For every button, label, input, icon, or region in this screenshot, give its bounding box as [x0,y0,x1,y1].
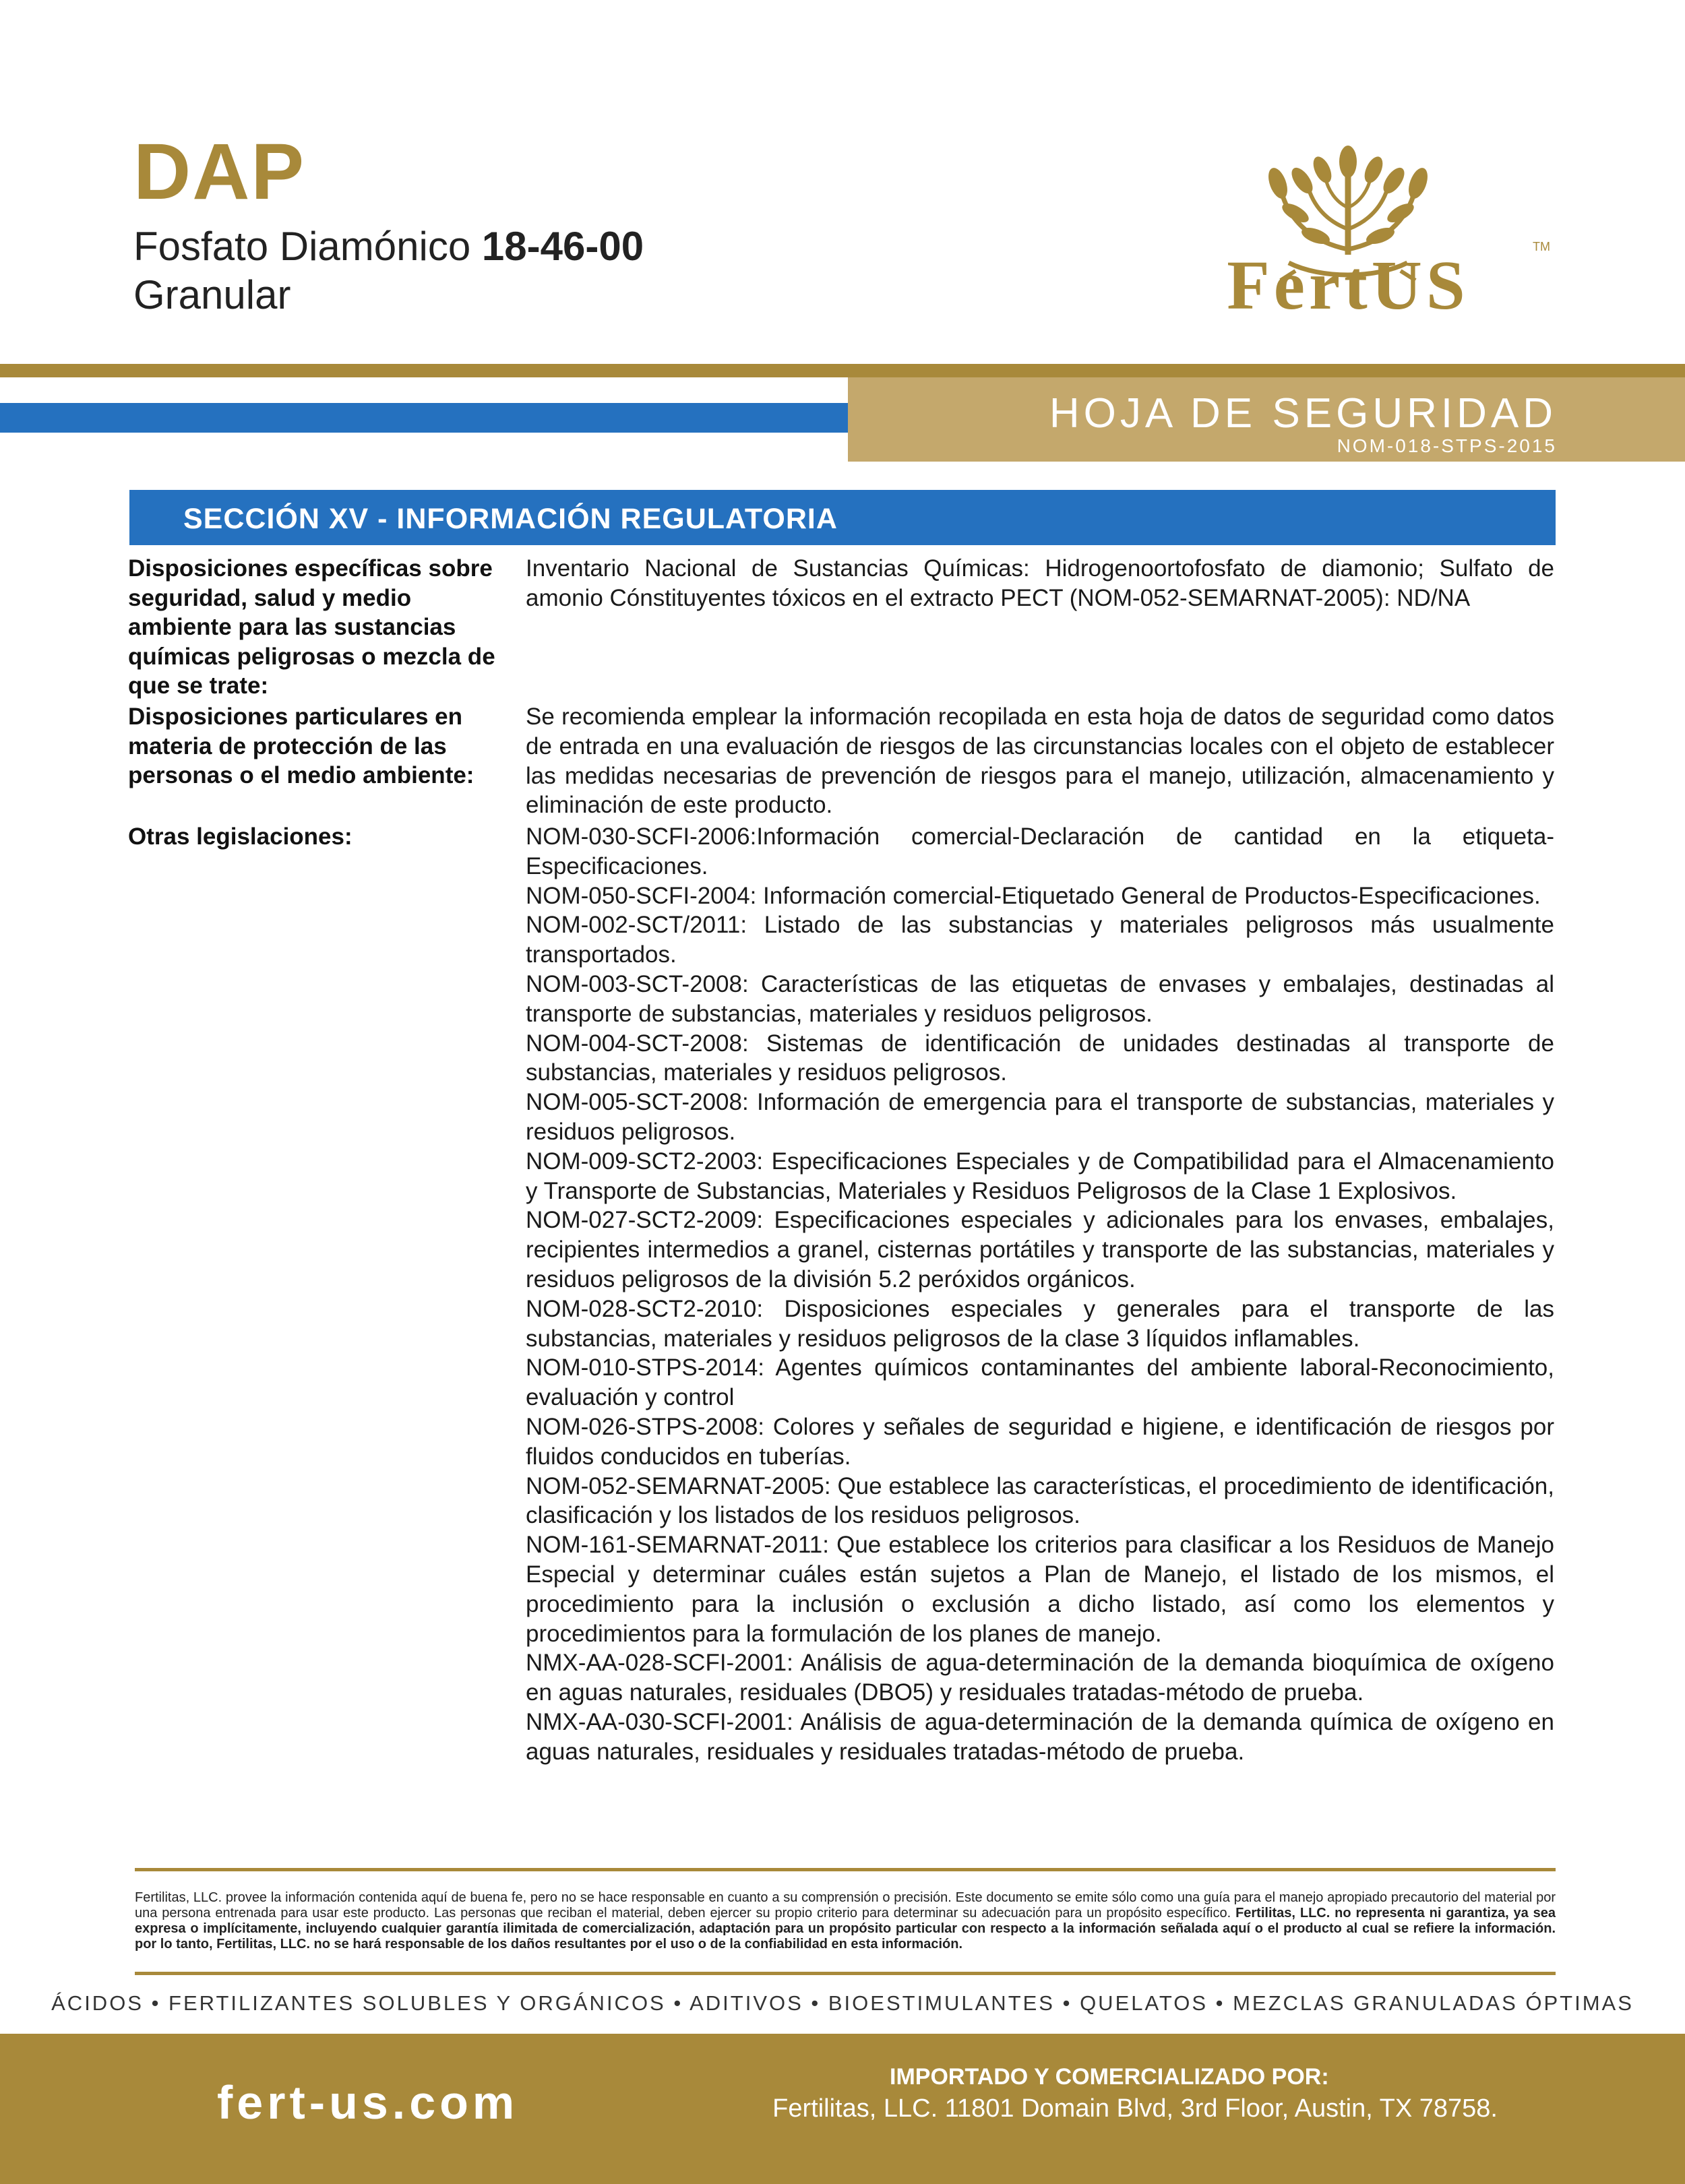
row-label-particular-provisions: Disposiciones particulares en materia de protección de las personas o el medio ambiente: [128,704,474,789]
legislation-item: NOM-161-SEMARNAT-2011: Que establece los criterios para clasificar a los Residuos de Manejo Especial y determinar cuáles están sujetos a Plan de Manejo, el listado de los mismos, el procedimiento para la inclusión o exclusión a dicho listado, así como los elementos y procedimientos para la formulación de los planes de manejo. [526,1532,1554,1647]
disclaimer-text: Fertilitas, LLC. provee la información contenida aquí de buena fe, pero no se hace responsable en cuanto a su comprensión o precisión. Este documento se emite sólo como una guía para el manejo apropiado precautorio del material por una persona entrenada para usar este producto. Las personas que reciban el material, deben ejercer su propio criterio para determinar su adecuación para un propósito específico. [135,1890,1556,1921]
legislation-item: NOM-002-SCT/2011: Listado de las substancias y materiales peligrosos más usualmente transportados. [526,912,1554,968]
row-text-specific-provisions [526,554,1554,613]
legislation-item: NOM-026-STPS-2008: Colores y señales de seguridad e higiene, e identificación de riesgos por fluidos conducidos en tuberías. [526,1413,1554,1470]
row-text-other-legislation [526,822,1554,1767]
brand-name: FertUS [1227,247,1469,323]
footer-bottom-rule [135,1972,1556,1975]
product-grade: 18-46-00 [481,224,644,269]
legislation-item: NOM-010-STPS-2014: Agentes químicos contaminantes del ambiente laboral-Reconocimiento, evaluación y control [526,1354,1554,1411]
product-categories: ÁCIDOS • FERTILIZANTES SOLUBLES Y ORGÁNICOS • ADITIVOS • BIOESTIMULANTES • QUELATOS • MEZCLAS GRANULADAS ÓPTIMAS [51,1991,1634,2015]
header-gold-divider [0,364,1685,377]
row-paragraph: Se recomienda emplear la información recopilada en esta hoja de datos de seguridad como datos de entrada en una evaluación de riesgos de las circunstancias locales con el objeto de establecer las medidas necesarias de prevención de riesgos para el manejo, utilización, almacenamiento y eliminación de este producto. [526,704,1554,819]
legislation-item: NOM-027-SCT2-2009: Especificaciones especiales y adicionales para los envases, embalajes, recipientes intermedios a granel, cisternas portátiles y transporte de las substancias, materiales y residuos peligrosos de la división 5.2 peróxidos orgánicos. [526,1207,1554,1292]
disclaimer [135,1890,1556,1952]
row-label-specific-provisions: Disposiciones específicas sobre seguridad, salud y medio ambiente para las sustancias químicas peligrosas o mezcla de que se trate: [128,555,495,699]
product-name: DAP [133,127,306,216]
section-title: SECCIÓN XV - INFORMACIÓN REGULATORIA [183,503,838,535]
product-subtitle [133,222,644,319]
header-blue-bar [0,403,848,433]
legislation-item: NOM-004-SCT-2008: Sistemas de identificación de unidades destinadas al transporte de substancias, materiales y residuos peligrosos. [526,1030,1554,1086]
row-label-other-legislation: Otras legislaciones: [128,823,353,850]
legislation-item: NOM-003-SCT-2008: Características de las etiquetas de envases y embalajes, destinadas al transporte de substancias, materiales y residuos peligrosos. [526,970,1554,1027]
disclaimer-bold-text: Fertilitas, LLC. no representa ni garantiza, ya sea expresa o implícitamente, incluyendo cualquier garantía ilimitada de comercialización, adaptación para un propósito particular con respecto a la información señalada aquí o el producto al cual se refiere la información. por lo tanto, Fertilitas, LLC. no se hará responsable de los daños resultantes por el uso o de la confiabilidad en esta información. [135,1906,1556,1952]
website-link[interactable]: fert-us.com [217,2076,519,2129]
fertus-logo [1146,94,1550,323]
legislation-item: NOM-030-SCFI-2006:Información comercial-Declaración de cantidad en la etiqueta-Especificaciones. [526,823,1554,879]
importer-title: IMPORTADO Y COMERCIALIZADO POR: [890,2064,1329,2090]
legislation-item: NOM-005-SCT-2008: Información de emergencia para el transporte de substancias, materiales y residuos peligrosos. [526,1089,1554,1145]
importer-address: Fertilitas, LLC. 11801 Domain Blvd, 3rd Floor, Austin, TX 78758. [772,2094,1498,2123]
product-chemical-name: Fosfato Diamónico [133,224,471,269]
legislation-item: NOM-028-SCT2-2010: Disposiciones especiales y generales para el transporte de las substancias, materiales y residuos peligrosos de la clase 3 líquidos inflamables. [526,1295,1554,1352]
row-text-particular-provisions [526,702,1554,820]
footer-top-rule [135,1868,1556,1871]
trademark-mark: TM [1533,240,1550,253]
document-norm: NOM-018-STPS-2015 [1337,435,1557,456]
row-paragraph: Inventario Nacional de Sustancias Químicas: Hidrogenoortofosfato de diamonio; Sulfato de amonio Cónstituyentes tóxicos en el extracto PECT (NOM-052-SEMARNAT-2005): ND/NA [526,555,1554,611]
legislation-item: NMX-AA-028-SCFI-2001: Análisis de agua-determinación de la demanda bioquímica de oxígeno en aguas naturales, residuales (DBO5) y residuales tratadas-método de prueba. [526,1650,1554,1706]
legislation-item: NOM-052-SEMARNAT-2005: Que establece las características, el procedimiento de identificación, clasificación y los listados de los residuos peligrosos. [526,1472,1554,1529]
document-title: HOJA DE SEGURIDAD [1049,390,1557,437]
legislation-item: NMX-AA-030-SCFI-2001: Análisis de agua-determinación de la demanda química de oxígeno en aguas naturales, residuales y residuales tratadas-método de prueba. [526,1708,1554,1765]
legislation-item: NOM-050-SCFI-2004: Información comercial-Etiquetado General de Productos-Especificaciones. [526,882,1541,909]
legislation-item: NOM-009-SCT2-2003: Especificaciones Especiales y de Compatibilidad para el Almacenamiento y Transporte de Substancias, Materiales y Residuos Peligrosos de la Clase 1 Explosivos. [526,1148,1554,1204]
product-form: Granular [133,272,291,317]
